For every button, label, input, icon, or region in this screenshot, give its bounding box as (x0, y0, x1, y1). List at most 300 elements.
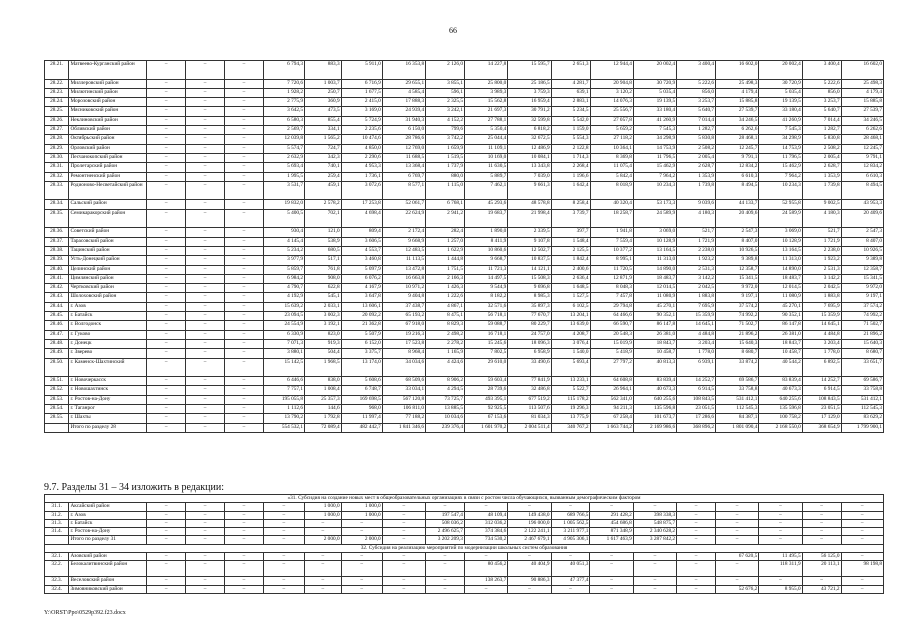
cell-value: 3 203,4 (677, 339, 716, 348)
cell-value: 10 234,3 (633, 181, 676, 200)
cell-value: – (147, 61, 186, 80)
cell-value: – (677, 561, 716, 577)
cell-value: 508 036,2 (426, 519, 465, 527)
cell-value: – (341, 577, 382, 585)
cell-value: 1 601 970,2 (464, 423, 507, 432)
row-name: г. Батайск (69, 312, 147, 321)
cell-value: 1 648,5 (551, 284, 590, 293)
row-number: 28.50. (45, 358, 69, 377)
cell-value: – (186, 228, 225, 237)
cell-value: 23 051,5 (677, 404, 716, 413)
cell-value: 9 197,1 (841, 293, 883, 302)
row-number: 28.54. (45, 404, 69, 413)
cell-value: – (633, 585, 676, 593)
cell-value: 2 775,9 (263, 98, 304, 107)
cell-value: – (186, 312, 225, 321)
cell-value: – (147, 256, 186, 265)
cell-value: – (759, 511, 802, 519)
cell-value: – (225, 377, 264, 386)
cell-value: 9 791,1 (841, 153, 883, 162)
cell-value: 761,8 (305, 265, 342, 274)
cell-value: 84 387,1 (716, 414, 759, 423)
cell-value: 1 737,9 (426, 163, 465, 172)
cell-value: 3 400,4 (802, 61, 841, 80)
cell-value: 26 964,1 (590, 386, 633, 395)
cell-value: 8 906,2 (426, 377, 465, 386)
cell-value: 15 245,6 (464, 339, 507, 348)
cell-value: – (715, 536, 758, 544)
cell-value: 20 548,3 (590, 330, 633, 339)
row-number: 31.3. (45, 519, 69, 527)
cell-value: – (225, 153, 264, 162)
cell-value: 2 628,7 (677, 163, 716, 172)
cell-value: – (426, 553, 465, 561)
cell-value: 3 739,7 (551, 209, 590, 228)
cell-value: 11 997,4 (341, 414, 382, 423)
row-number: 28.38. (45, 246, 69, 255)
cell-value: – (225, 61, 264, 80)
cell-value: 4 208,7 (551, 330, 590, 339)
cell-value: 1 778,0 (802, 349, 841, 358)
cell-value: – (224, 577, 263, 585)
cell-value: 13 164,5 (759, 246, 802, 255)
cell-value: 809,4 (341, 228, 382, 237)
cell-value: 9 107,8 (508, 237, 551, 246)
cell-value: 2 415,0 (341, 98, 382, 107)
cell-value: 53 173,3 (633, 200, 676, 209)
row-number: 28.25. (45, 107, 69, 116)
cell-value: – (225, 312, 264, 321)
cell-value: 12 245,7 (841, 144, 883, 153)
cell-value: 15 019,9 (590, 339, 633, 348)
cell-value: 1 799 900,1 (841, 423, 883, 432)
cell-value: – (147, 284, 186, 293)
cell-value: 9 002,5 (802, 200, 841, 209)
cell-value: 90 352,1 (759, 312, 802, 321)
cell-value: 27 539,7 (716, 107, 759, 116)
cell-value: 14 890,0 (759, 265, 802, 274)
cell-value: – (382, 503, 425, 511)
cell-value: 1 801 090,4 (716, 423, 759, 432)
table-row (45, 126, 884, 135)
cell-value: 14 252,7 (802, 377, 841, 386)
cell-value: – (841, 519, 884, 527)
row-name: г. Батайск (69, 519, 147, 527)
cell-value: 15 359,9 (677, 312, 716, 321)
cell-value: 21 697,3 (464, 107, 507, 116)
cell-value: – (147, 585, 186, 593)
cell-value: 13 343,8 (508, 163, 551, 172)
cell-value: 3 977,9 (263, 256, 304, 265)
cell-value: 677 519,2 (508, 395, 551, 404)
cell-value: – (186, 423, 225, 432)
cell-value: 6 102,5 (551, 302, 590, 311)
cell-value: 10 971,2 (382, 284, 425, 293)
cell-value: 16 718,1 (464, 330, 507, 339)
cell-value: – (225, 339, 264, 348)
cell-value: – (382, 528, 425, 536)
cell-value: 45 270,1 (759, 302, 802, 311)
cell-value: 43 953,3 (841, 200, 883, 209)
cell-value: – (382, 519, 425, 527)
cell-value: – (633, 553, 676, 561)
cell-value: 880,0 (426, 172, 465, 181)
cell-value: – (841, 585, 884, 593)
cell-value: – (186, 284, 225, 293)
cell-value: 5 693,4 (551, 358, 590, 377)
cell-value: – (186, 172, 225, 181)
cell-value: 3 120,2 (590, 88, 633, 97)
cell-value: 5 554,3 (551, 135, 590, 144)
row-name: Родионово-Несветайский район (69, 181, 147, 200)
cell-value: 24 757,0 (508, 330, 551, 339)
cell-value: 1 527,5 (551, 293, 590, 302)
cell-value: 11 113,5 (382, 256, 425, 265)
cell-value: 15 142,5 (263, 358, 304, 377)
cell-value: 4 192,9 (263, 293, 304, 302)
cell-value: 1 000,0 (341, 503, 382, 511)
row-number: 28.33. (45, 181, 69, 200)
cell-value: 12 486,9 (508, 144, 551, 153)
cell-value: 3 400,4 (677, 61, 716, 80)
cell-value: 74 992,2 (841, 312, 883, 321)
row-number: 28.47. (45, 330, 69, 339)
cell-value: – (186, 553, 225, 561)
cell-value: 30 720,9 (633, 79, 676, 88)
cell-value: 639,1 (551, 88, 590, 97)
cell-value: 1 000,0 (304, 503, 341, 511)
cell-value: – (147, 561, 186, 577)
cell-value: 33 490,6 (508, 358, 551, 377)
cell-value: – (225, 107, 264, 116)
cell-value: 2 290,6 (341, 153, 382, 162)
cell-value: 28 739,6 (464, 386, 507, 395)
table-row (45, 107, 884, 116)
cell-value: – (186, 511, 225, 519)
row-name: Мясниковский район (69, 107, 147, 116)
cell-value: – (508, 503, 551, 511)
cell-value: 29 794,8 (590, 302, 633, 311)
cell-value: 101 673,7 (633, 414, 676, 423)
cell-value: 5 035,4 (633, 88, 676, 97)
cell-value: – (147, 423, 186, 432)
row-number: 31.4. (45, 528, 69, 536)
cell-value: – (802, 536, 841, 544)
cell-value: – (186, 153, 225, 162)
cell-value: 2 166,3 (426, 274, 465, 283)
cell-value: 112 545,3 (716, 404, 759, 413)
table-row (45, 321, 884, 330)
cell-value: – (186, 163, 225, 172)
cell-value: 7 695,9 (802, 302, 841, 311)
cell-value: 7 757,1 (263, 386, 304, 395)
cell-value: 6 150,0 (382, 126, 425, 135)
table-row (45, 358, 884, 377)
cell-value: 9 404,8 (382, 293, 425, 302)
cell-value: 12 483,5 (382, 246, 425, 255)
cell-value: – (715, 577, 758, 585)
cell-value: 799,6 (426, 126, 465, 135)
cell-value: – (263, 536, 304, 544)
cell-value: 17 286,6 (677, 414, 716, 423)
row-number: 28.26. (45, 116, 69, 125)
cell-value: 83 629,2 (841, 414, 883, 423)
cell-value: 3 855,1 (426, 79, 465, 88)
cell-value: 11 720,5 (590, 265, 633, 274)
cell-value: 2 238,0 (677, 246, 716, 255)
cell-value: – (147, 274, 186, 283)
cell-value: – (186, 246, 225, 255)
table-row (45, 302, 884, 311)
cell-value: 4 698,4 (341, 209, 382, 228)
cell-value: 6 769,7 (382, 172, 425, 181)
cell-value: 9 668,7 (464, 256, 507, 265)
cell-value: 13 368,4 (382, 163, 425, 172)
cell-value: 250,7 (305, 88, 342, 97)
cell-value: – (186, 321, 225, 330)
table-row (45, 256, 884, 265)
cell-value: 374 384,6 (464, 528, 507, 536)
sections-31-32-table (44, 494, 884, 594)
cell-value: – (508, 585, 551, 593)
row-name: Ремонтненский район (69, 172, 147, 181)
row-name: Советский район (69, 228, 147, 237)
cell-value: 2 547,3 (841, 228, 883, 237)
table-row (45, 181, 884, 200)
cell-value: 6 939,1 (677, 358, 716, 377)
cell-value: 12 014,5 (633, 284, 676, 293)
table-row (45, 330, 884, 339)
cell-value: 90 352,1 (633, 312, 676, 321)
cell-value: 20 092,2 (341, 312, 382, 321)
row-number: 28.39. (45, 256, 69, 265)
cell-value: 12 944,4 (590, 61, 633, 80)
cell-value: 7 457,8 (590, 293, 633, 302)
cell-value: 32 486,8 (508, 386, 551, 395)
cell-value: 169 698,5 (341, 395, 382, 404)
cell-value: 8 955,0 (759, 585, 802, 593)
cell-value: 291 428,2 (590, 511, 633, 519)
cell-value: 7 014,4 (677, 116, 716, 125)
cell-value: – (341, 528, 382, 536)
cell-value: 77 670,7 (508, 312, 551, 321)
cell-value: 517,1 (305, 256, 342, 265)
cell-value: – (225, 256, 264, 265)
cell-value: 15 885,8 (841, 98, 883, 107)
cell-value: 908,0 (305, 274, 342, 283)
cell-value: 545,1 (305, 293, 342, 302)
cell-value: 19 216,3 (382, 330, 425, 339)
cell-value: 4 484,8 (677, 330, 716, 339)
cell-value: 40 673,3 (759, 386, 802, 395)
cell-value: 1 282,7 (802, 126, 841, 135)
cell-value: 10 234,3 (759, 181, 802, 200)
cell-value: – (802, 503, 841, 511)
row-number: 28.49. (45, 349, 69, 358)
cell-value: 6 748,7 (341, 386, 382, 395)
row-name: Аксайский район (69, 503, 147, 511)
table-row (45, 200, 884, 209)
cell-value: 5 222,6 (677, 79, 716, 88)
row-number: 28.31. (45, 163, 69, 172)
cell-value: 149 438,0 (508, 511, 551, 519)
cell-value: 15 595,7 (508, 61, 551, 80)
cell-value: 13 164,5 (633, 246, 676, 255)
cell-value: 14 227,8 (464, 61, 507, 80)
cell-value: – (147, 536, 186, 544)
row-number: 28.35. (45, 209, 69, 228)
cell-value: 4 179,4 (841, 88, 883, 97)
cell-value: 5 350,4 (464, 126, 507, 135)
cell-value: 3 192,1 (305, 321, 342, 330)
cell-value: – (186, 209, 225, 228)
cell-value: 67 620,5 (715, 553, 758, 561)
cell-value: 10 860,6 (464, 246, 507, 255)
cell-value: 1 008,4 (305, 386, 342, 395)
cell-value: – (382, 577, 425, 585)
cell-value: 562 341,0 (590, 395, 633, 404)
cell-value: 94 211,3 (590, 404, 633, 413)
cell-value: 27 788,1 (464, 116, 507, 125)
cell-value: – (225, 126, 264, 135)
cell-value: 1 751,5 (426, 265, 465, 274)
table-row (45, 274, 884, 283)
cell-value: 7 071,3 (263, 339, 304, 348)
cell-value: 1 968,5 (305, 358, 342, 377)
cell-value: 71 502,7 (716, 321, 759, 330)
cell-value: 40 051,3 (551, 561, 590, 577)
cell-value: 4 585,4 (382, 88, 425, 97)
cell-value: 8 680,7 (716, 349, 759, 358)
cell-value: 15 562,8 (464, 98, 507, 107)
cell-value: – (225, 172, 264, 181)
cell-value: 108 843,5 (802, 395, 841, 404)
section-heading: 9.7. Разделы 31 – 34 изложить в редакции: (44, 482, 224, 493)
cell-value: 17 888,3 (382, 98, 425, 107)
cell-value: 195 055,8 (263, 395, 304, 404)
cell-value: – (304, 561, 341, 577)
cell-value: 8 182,2 (464, 293, 507, 302)
row-number: 28.53. (45, 395, 69, 404)
cell-value: 2 042,5 (677, 284, 716, 293)
table-row (45, 561, 884, 577)
cell-value: – (464, 503, 507, 511)
cell-value: 1 353,9 (677, 172, 716, 181)
cell-value: 14 753,9 (759, 144, 802, 153)
cell-value: 1 426,3 (426, 284, 465, 293)
cell-value: 106 811,0 (382, 404, 425, 413)
cell-value: 14 497,5 (464, 274, 507, 283)
row-name: Веселовский район (69, 577, 147, 585)
cell-value: 13 775,9 (551, 414, 590, 423)
cell-value: – (186, 585, 225, 593)
cell-value: 12 039,8 (263, 135, 304, 144)
cell-value: 2 547,3 (716, 228, 759, 237)
cell-value: 8 258,4 (551, 200, 590, 209)
cell-value: 33 180,4 (633, 107, 676, 116)
cell-value: 1 677,5 (341, 88, 382, 97)
cell-value: 640 255,6 (759, 395, 802, 404)
cell-value: 17 129,0 (802, 414, 841, 423)
cell-value: 1 721,9 (677, 237, 716, 246)
row-name: г. Ростов-на-Дону (69, 395, 147, 404)
cell-value: 77 841,9 (508, 377, 551, 386)
cell-value: 43 721,2 (802, 585, 841, 593)
table-row (45, 79, 884, 88)
row-number: 28.32. (45, 172, 69, 181)
cell-value: – (147, 116, 186, 125)
row-number: 28.44. (45, 302, 69, 311)
cell-value: 2 578,2 (305, 200, 342, 209)
cell-value: – (147, 107, 186, 116)
cell-value: 702,1 (305, 209, 342, 228)
cell-value: 1 883,8 (802, 293, 841, 302)
cell-value: – (225, 293, 264, 302)
cell-value: 3 742,2 (426, 135, 465, 144)
cell-value: – (759, 536, 802, 544)
cell-value: 6 716,9 (341, 79, 382, 88)
cell-value: 10 128,9 (759, 237, 802, 246)
cell-value: 4 850,0 (341, 144, 382, 153)
cell-value: 6 330,9 (263, 330, 304, 339)
cell-value: – (759, 528, 802, 536)
cell-value: 8 577,1 (382, 181, 425, 200)
cell-value: 8 048,3 (590, 284, 633, 293)
cell-value: 567 120,8 (382, 395, 425, 404)
cell-value: – (382, 511, 425, 519)
cell-value: 32 571,6 (464, 302, 507, 311)
cell-value: 1 841 346,6 (382, 423, 425, 432)
row-name: Орловский район (69, 144, 147, 153)
cell-value: 47 377,4 (551, 577, 590, 585)
cell-value: 14 076,3 (590, 98, 633, 107)
cell-value: 6 818,2 (508, 126, 551, 135)
cell-value: – (186, 181, 225, 200)
cell-value: – (224, 511, 263, 519)
cell-value: 113 507,6 (508, 404, 551, 413)
cell-value: 11 313,0 (759, 256, 802, 265)
cell-value: – (759, 519, 802, 527)
cell-value: 18 843,7 (759, 339, 802, 348)
cell-value: 11 313,0 (633, 256, 676, 265)
cell-value: 10 169,0 (464, 153, 507, 162)
cell-value: 3 880,1 (263, 349, 304, 358)
table-row (45, 312, 884, 321)
cell-value: 3 002,3 (305, 312, 342, 321)
cell-value: – (186, 88, 225, 97)
table-row (45, 144, 884, 153)
cell-value: 32 672,5 (508, 135, 551, 144)
cell-value: 67 918,0 (382, 321, 425, 330)
cell-value: – (147, 246, 186, 255)
cell-value: 2 531,3 (677, 265, 716, 274)
section-32-title-row (45, 544, 884, 552)
cell-value: 4 953,3 (341, 163, 382, 172)
cell-value: – (186, 330, 225, 339)
cell-value: 6 914,5 (802, 386, 841, 395)
cell-value: 5 640,7 (677, 107, 716, 116)
cell-value: 2 004 511,4 (508, 423, 551, 432)
cell-value: – (263, 577, 304, 585)
table-row (45, 349, 884, 358)
cell-value: 15 462,9 (759, 163, 802, 172)
cell-value: – (225, 209, 264, 228)
cell-value: – (263, 528, 304, 536)
cell-value: – (426, 577, 465, 585)
cell-value: 7 695,9 (677, 302, 716, 311)
cell-value: 19 683,7 (464, 209, 507, 228)
cell-value: – (715, 519, 758, 527)
